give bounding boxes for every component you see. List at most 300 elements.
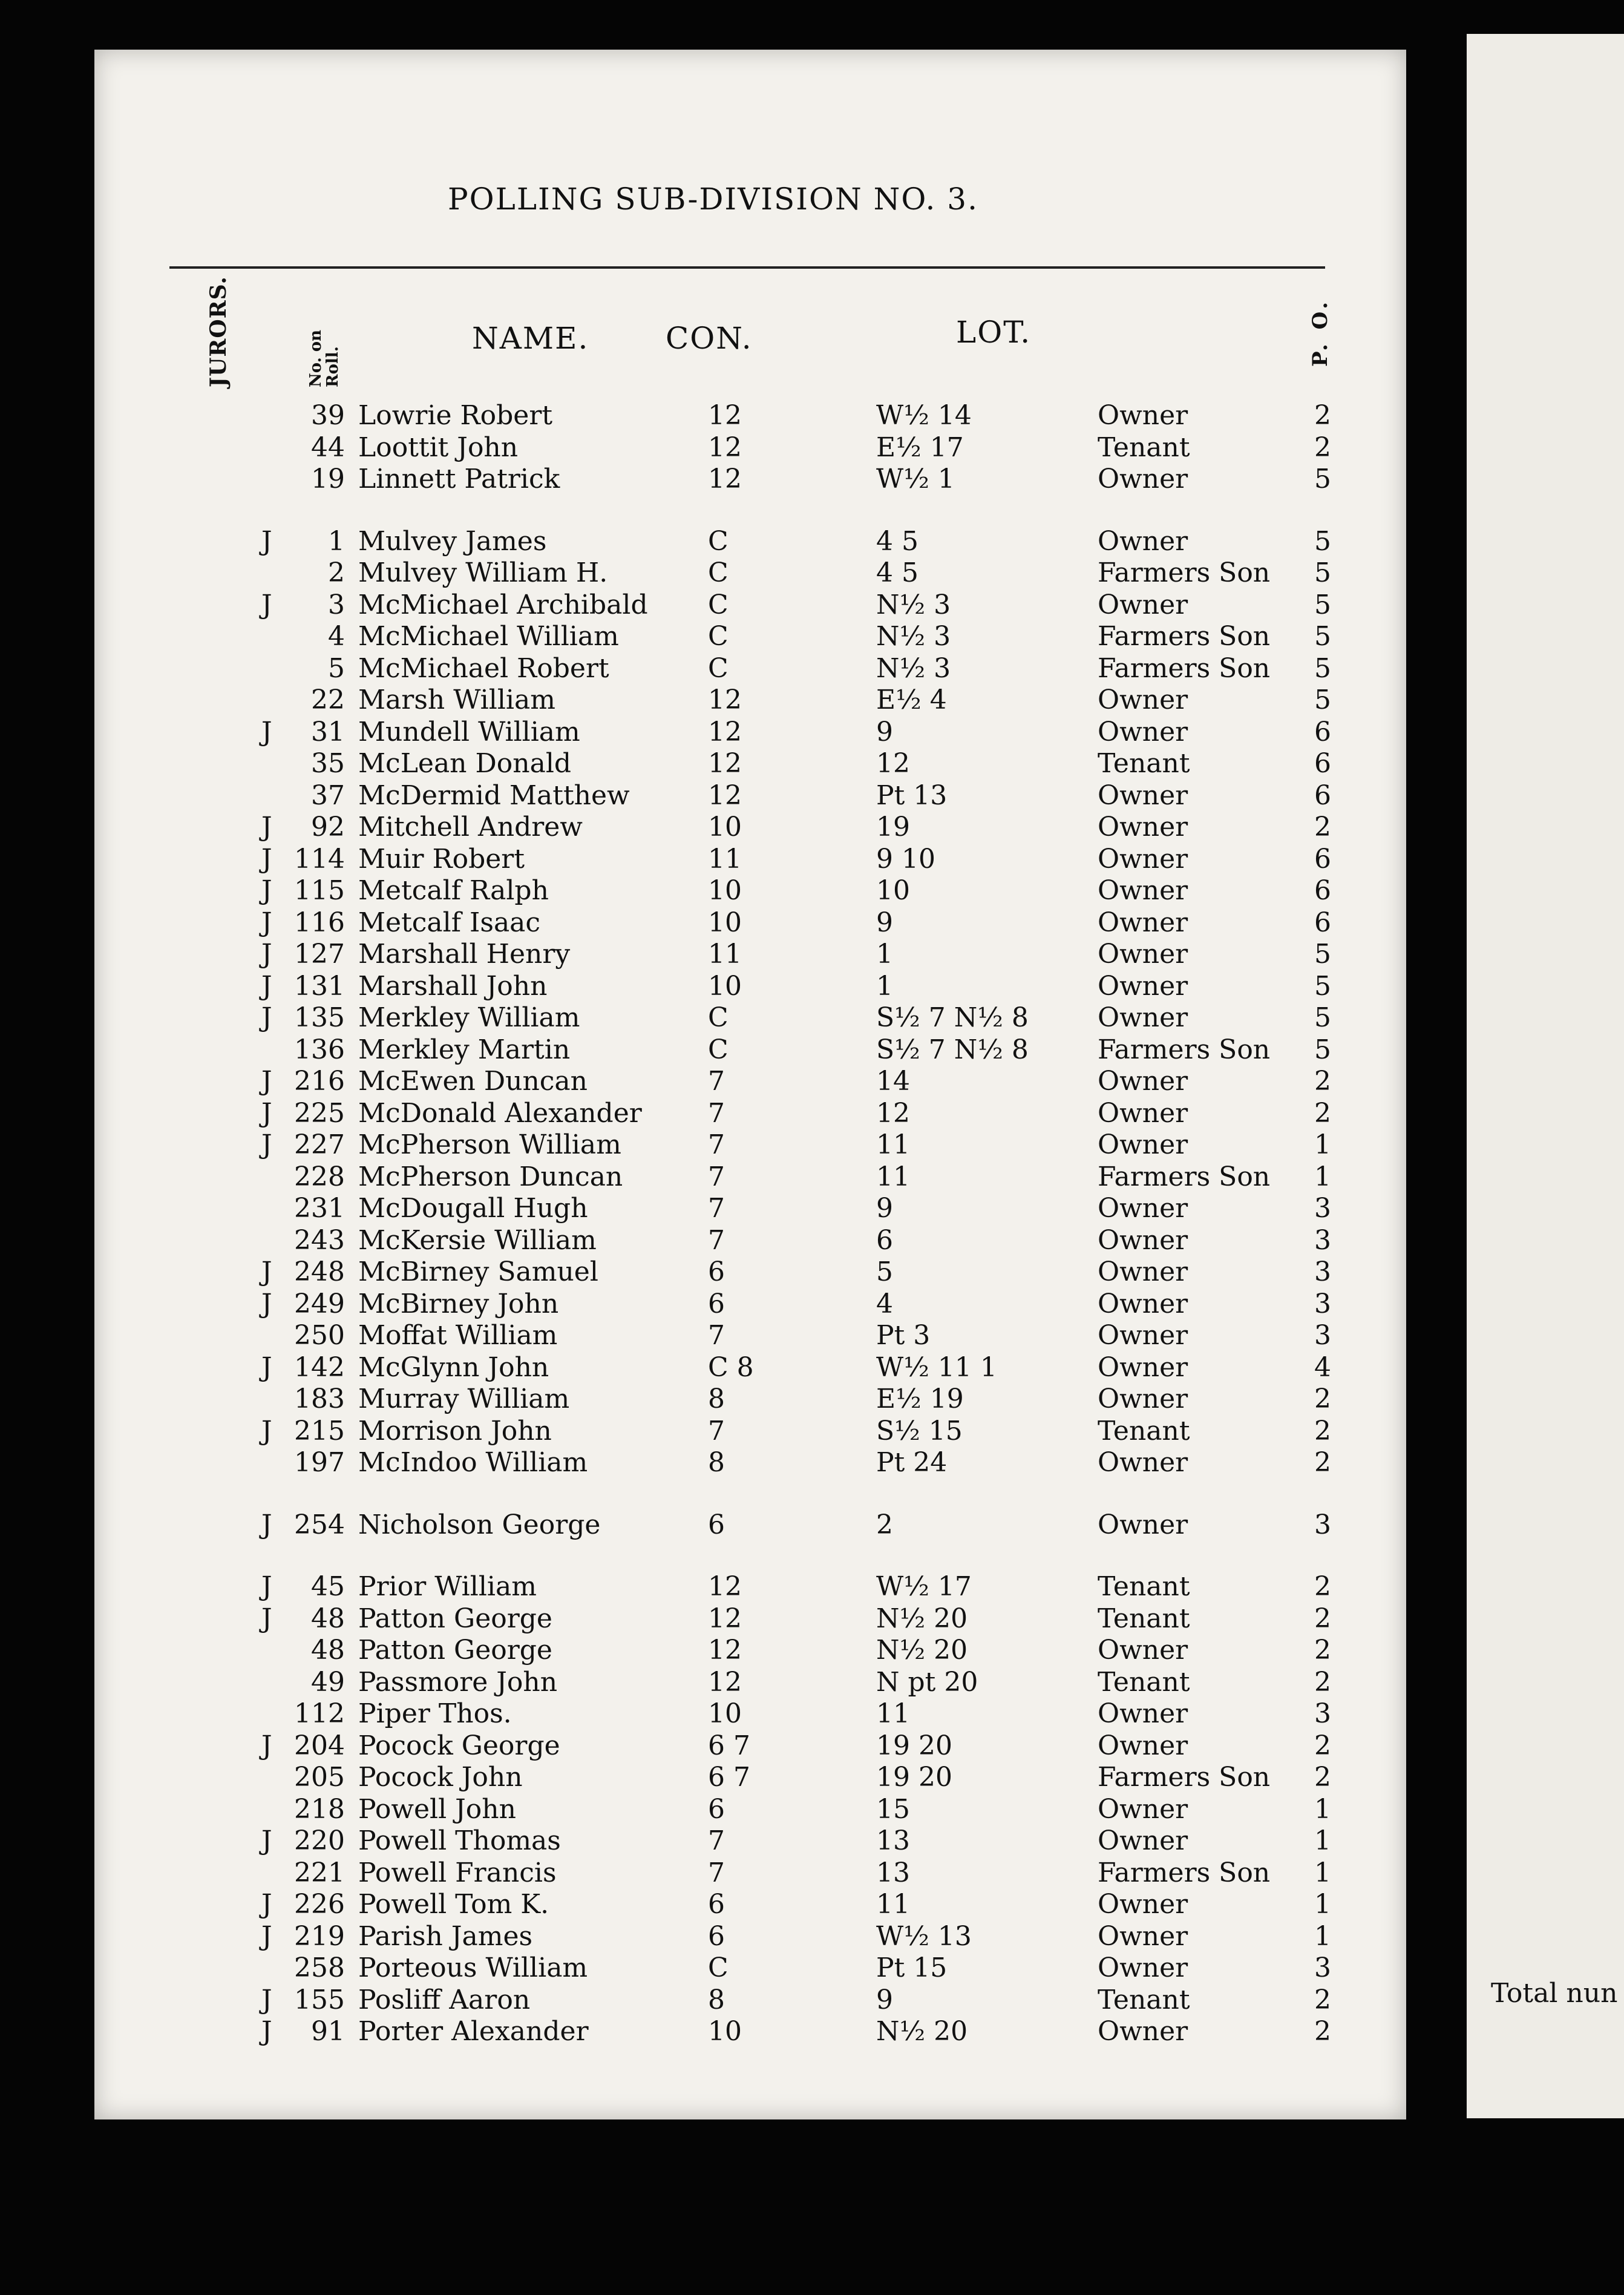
lot-number: 9 [876,1193,893,1224]
roll-number: 19 [311,464,345,494]
table-row [0,1321,1392,1351]
lot-number: Pt 15 [876,1952,948,1983]
voter-name: Powell Tom K. [358,1889,549,1920]
lot-number: S½ 7 N½ 8 [876,1034,1029,1065]
lot-number: E½ 17 [876,432,964,463]
post-office: 6 [1314,748,1331,779]
roll-number: 249 [294,1288,345,1319]
lot-number: W½ 14 [876,400,972,431]
table-row [0,749,1392,779]
column-header-name: NAME. [472,321,589,356]
voter-name: Muir Robert [358,843,525,875]
juror-mark: J [261,1129,272,1160]
post-office: 5 [1314,1034,1331,1065]
table-row [0,622,1392,652]
lot-number: 19 [876,812,910,842]
concession: 12 [708,1571,742,1602]
post-office: 3 [1314,1509,1331,1540]
voter-name: McDermid Matthew [358,780,630,811]
post-office: 2 [1314,812,1331,842]
voter-status: Owner [1098,1351,1188,1383]
juror-mark: J [261,716,272,747]
table-row [0,1098,1392,1129]
concession: 7 [708,1857,725,1888]
juror-mark: J [261,1256,272,1287]
voter-name: Prior William [358,1571,537,1602]
table-row [0,1635,1392,1666]
column-header-po: P. O. [1308,298,1332,367]
lot-number: N pt 20 [876,1666,978,1698]
concession: C [708,589,729,620]
voter-name: Porter Alexander [358,2016,589,2047]
juror-mark: J [261,1509,272,1540]
roll-number: 115 [294,875,345,906]
juror-mark: J [261,1571,272,1602]
post-office: 1 [1314,1857,1331,1888]
concession: 12 [708,1635,742,1666]
juror-mark: J [261,1889,272,1920]
lot-number: 1 [876,970,893,1002]
roll-number: 155 [294,1984,345,2015]
juror-mark: J [261,970,272,1002]
concession: 10 [708,1698,742,1729]
roll-number: 197 [294,1447,345,1478]
roll-number: 250 [294,1320,345,1351]
roll-number: 91 [311,2016,345,2047]
roll-number: 183 [294,1384,345,1414]
table-row [0,464,1392,494]
post-office: 1 [1314,1889,1331,1920]
concession: 12 [708,432,742,463]
roll-number: 248 [294,1256,345,1287]
table-row [0,1604,1392,1634]
lot-number: 11 [876,1889,910,1920]
adjacent-page-footer: Total nun [1491,1978,1618,2009]
concession: 10 [708,812,742,842]
voter-name: McIndoo William [358,1447,588,1478]
lot-number: 1 [876,939,893,970]
voter-status: Owner [1098,464,1188,494]
voter-status: Owner [1098,1793,1188,1825]
lot-number: 12 [876,748,910,779]
voter-status: Owner [1098,1920,1188,1952]
concession: 7 [708,1161,725,1192]
lot-number: 4 [876,1288,893,1319]
concession: 10 [708,875,742,906]
lot-number: 2 [876,1509,893,1540]
voter-name: Merkley Martin [358,1034,571,1065]
voter-name: Metcalf Ralph [358,875,549,906]
voter-name: Loottit John [358,432,519,463]
lot-number: W½ 13 [876,1920,972,1952]
concession: 7 [708,1825,725,1856]
voter-name: Pocock John [358,1762,523,1793]
juror-mark: J [261,1984,272,2015]
concession: 10 [708,907,742,938]
table-row [0,1226,1392,1256]
post-office: 3 [1314,1288,1331,1319]
post-office: 6 [1314,716,1331,747]
lot-number: 4 5 [876,557,918,588]
voter-status: Owner [1098,907,1188,938]
voter-name: Mulvey James [358,525,547,557]
concession: 7 [708,1193,725,1224]
table-row [0,401,1392,431]
voter-name: Linnett Patrick [358,464,560,494]
post-office: 6 [1314,875,1331,906]
concession: C [708,1002,729,1033]
concession: 8 [708,1984,725,2015]
column-header-jurors: JURORS. [206,276,231,387]
table-row [0,1890,1392,1920]
juror-mark: J [261,1351,272,1383]
post-office: 5 [1314,589,1331,620]
post-office: 3 [1314,1193,1331,1224]
roll-number: 35 [311,748,345,779]
post-office: 2 [1314,432,1331,463]
lot-number: 9 [876,716,893,747]
voter-status: Owner [1098,1730,1188,1761]
voter-name: McPherson Duncan [358,1161,623,1192]
table-row [0,1416,1392,1446]
roll-number: 31 [311,716,345,747]
lot-number: W½ 17 [876,1571,972,1602]
column-header-lot: LOT. [956,315,1032,350]
lot-number: Pt 3 [876,1320,931,1351]
concession: 6 7 [708,1762,750,1793]
concession: C [708,1952,729,1983]
concession: 12 [708,1603,742,1634]
post-office: 3 [1314,1256,1331,1287]
post-office: 5 [1314,939,1331,970]
roll-number: 142 [294,1351,345,1383]
voter-status: Farmers Son [1098,1034,1271,1065]
lot-number: 19 20 [876,1762,952,1793]
roll-number: 49 [311,1666,345,1698]
lot-number: N½ 3 [876,621,951,652]
post-office: 2 [1314,1666,1331,1698]
juror-mark: J [261,843,272,875]
concession: 6 [708,1509,725,1540]
juror-mark: J [261,2016,272,2047]
roll-number: 92 [311,812,345,842]
roll-number: 254 [294,1509,345,1540]
post-office: 5 [1314,685,1331,715]
voter-status: Owner [1098,685,1188,715]
post-office: 2 [1314,1447,1331,1478]
concession: 7 [708,1129,725,1160]
lot-number: Pt 24 [876,1447,948,1478]
table-row [0,908,1392,938]
roll-number: 227 [294,1129,345,1160]
voter-name: Powell Francis [358,1857,557,1888]
post-office: 2 [1314,1730,1331,1761]
concession: 6 7 [708,1730,750,1761]
voter-name: Powell John [358,1793,516,1825]
post-office: 5 [1314,1002,1331,1033]
post-office: 5 [1314,652,1331,684]
juror-mark: J [261,1066,272,1097]
voter-name: Marshall Henry [358,939,571,970]
table-row [0,876,1392,906]
voter-name: Murray William [358,1384,570,1414]
lot-number: 4 5 [876,525,918,557]
voter-status: Owner [1098,400,1188,431]
roll-number: 220 [294,1825,345,1856]
voter-name: Metcalf Isaac [358,907,541,938]
table-row [0,1731,1392,1761]
concession: C [708,621,729,652]
voter-status: Farmers Son [1098,652,1271,684]
lot-number: 14 [876,1066,910,1097]
table-row [0,433,1392,463]
voter-status: Owner [1098,1002,1188,1033]
concession: 8 [708,1384,725,1414]
voter-name: Porteous William [358,1952,588,1983]
table-row [0,1257,1392,1287]
post-office: 2 [1314,1066,1331,1097]
table-row [0,971,1392,1002]
roll-number: 226 [294,1889,345,1920]
voter-name: Pocock George [358,1730,560,1761]
voter-name: Moffat William [358,1320,558,1351]
lot-number: N½ 3 [876,589,951,620]
voter-status: Owner [1098,2016,1188,2047]
post-office: 1 [1314,1920,1331,1952]
lot-number: 5 [876,1256,893,1287]
post-office: 5 [1314,525,1331,557]
lot-number: S½ 7 N½ 8 [876,1002,1029,1033]
voter-status: Owner [1098,1193,1188,1224]
voter-name: Mundell William [358,716,580,747]
roll-number: 48 [311,1635,345,1666]
juror-mark: J [261,589,272,620]
voter-status: Farmers Son [1098,557,1271,588]
roll-number: 4 [328,621,345,652]
column-header-con: CON. [666,321,753,356]
lot-number: 13 [876,1857,910,1888]
concession: C [708,1034,729,1065]
post-office: 5 [1314,464,1331,494]
voter-status: Owner [1098,525,1188,557]
roll-number: 204 [294,1730,345,1761]
voter-status: Owner [1098,1698,1188,1729]
roll-number: 45 [311,1571,345,1602]
roll-number: 136 [294,1034,345,1065]
lot-number: W½ 11 1 [876,1351,997,1383]
lot-number: W½ 1 [876,464,955,494]
voter-status: Tenant [1098,748,1190,779]
voter-status: Owner [1098,1066,1188,1097]
concession: 12 [708,716,742,747]
voter-name: Mulvey William H. [358,557,608,588]
lot-number: 12 [876,1097,910,1129]
voter-status: Owner [1098,1825,1188,1856]
voter-status: Owner [1098,843,1188,875]
roll-number: 116 [294,907,345,938]
lot-number: E½ 19 [876,1384,964,1414]
voter-name: McDougall Hugh [358,1193,588,1224]
concession: 7 [708,1224,725,1256]
roll-number: 135 [294,1002,345,1033]
table-row [0,717,1392,747]
roll-number: 39 [311,400,345,431]
roll-number: 231 [294,1193,345,1224]
roll-number: 44 [311,432,345,463]
lot-number: 11 [876,1698,910,1729]
voter-status: Owner [1098,589,1188,620]
table-row [0,1858,1392,1888]
table-row [0,781,1392,811]
juror-mark: J [261,875,272,906]
juror-mark: J [261,812,272,842]
voter-name: McEwen Duncan [358,1066,588,1097]
juror-mark: J [261,939,272,970]
voter-status: Tenant [1098,432,1190,463]
voter-status: Farmers Son [1098,1161,1271,1192]
voter-status: Tenant [1098,1666,1190,1698]
table-row [0,1510,1392,1540]
voter-name: Powell Thomas [358,1825,561,1856]
roll-number: 5 [328,652,345,684]
voter-name: McBirney Samuel [358,1256,598,1287]
post-office: 2 [1314,1984,1331,2015]
voter-status: Owner [1098,1384,1188,1414]
lot-number: Pt 13 [876,780,948,811]
roll-number: 205 [294,1762,345,1793]
lot-number: N½ 20 [876,1603,968,1634]
lot-number: 19 20 [876,1730,952,1761]
juror-mark: J [261,1920,272,1952]
juror-mark: J [261,1002,272,1033]
voter-name: Morrison John [358,1415,552,1446]
voter-status: Owner [1098,939,1188,970]
voter-name: Patton George [358,1635,552,1666]
voter-status: Farmers Son [1098,1762,1271,1793]
table-row [0,1193,1392,1224]
voter-name: McDonald Alexander [358,1097,642,1129]
table-row [0,1762,1392,1793]
roll-number: 258 [294,1952,345,1983]
voter-name: Parish James [358,1920,533,1952]
voter-status: Owner [1098,1097,1188,1129]
voter-name: Passmore John [358,1666,558,1698]
concession: 6 [708,1920,725,1952]
voter-status: Owner [1098,1952,1188,1983]
roll-number: 114 [294,843,345,875]
table-row [0,1667,1392,1698]
table-row [0,654,1392,684]
lot-number: N½ 3 [876,652,951,684]
concession: 11 [708,939,742,970]
table-row [0,685,1392,715]
roll-number: 1 [328,525,345,557]
table-row [0,1826,1392,1856]
post-office: 2 [1314,1097,1331,1129]
lot-number: 9 [876,907,893,938]
voter-status: Owner [1098,1256,1188,1287]
voter-status: Owner [1098,1129,1188,1160]
voter-status: Owner [1098,716,1188,747]
voter-name: Merkley William [358,1002,580,1033]
voter-status: Tenant [1098,1984,1190,2015]
voter-status: Tenant [1098,1603,1190,1634]
voter-status: Tenant [1098,1415,1190,1446]
voter-name: McPherson William [358,1129,621,1160]
post-office: 3 [1314,1320,1331,1351]
juror-mark: J [261,525,272,557]
juror-mark: J [261,1097,272,1129]
roll-number: 225 [294,1097,345,1129]
post-office: 2 [1314,400,1331,431]
concession: 12 [708,780,742,811]
concession: 6 [708,1288,725,1319]
voter-status: Owner [1098,1224,1188,1256]
concession: 6 [708,1256,725,1287]
post-office: 5 [1314,970,1331,1002]
concession: 7 [708,1066,725,1097]
concession: 7 [708,1097,725,1129]
voter-status: Tenant [1098,1571,1190,1602]
post-office: 2 [1314,1603,1331,1634]
concession: 12 [708,685,742,715]
table-row [0,844,1392,875]
table-row [0,939,1392,970]
lot-number: N½ 20 [876,1635,968,1666]
lot-number: 11 [876,1129,910,1160]
voter-status: Owner [1098,1288,1188,1319]
concession: 11 [708,843,742,875]
voter-status: Owner [1098,812,1188,842]
table-row [0,1035,1392,1065]
juror-mark: J [261,1288,272,1319]
table-row [0,558,1392,588]
voter-name: Posliff Aaron [358,1984,531,2015]
post-office: 6 [1314,780,1331,811]
table-row [0,1794,1392,1825]
roll-number: 112 [294,1698,345,1729]
roll-number: 215 [294,1415,345,1446]
voter-name: McBirney John [358,1288,559,1319]
post-office: 5 [1314,557,1331,588]
table-row [0,1289,1392,1319]
voter-status: Owner [1098,875,1188,906]
table-row [0,1353,1392,1383]
table-row [0,1572,1392,1602]
juror-mark: J [261,1730,272,1761]
lot-number: 9 10 [876,843,935,875]
column-header-roll: No. on Roll. [307,330,342,387]
concession: C [708,525,729,557]
voter-status: Farmers Son [1098,621,1271,652]
table-row [0,1162,1392,1192]
juror-mark: J [261,1415,272,1446]
roll-number: 22 [311,685,345,715]
roll-number: 219 [294,1920,345,1952]
voter-status: Owner [1098,1320,1188,1351]
table-row [0,590,1392,620]
post-office: 3 [1314,1224,1331,1256]
table-row [0,1699,1392,1729]
table-row [0,1985,1392,2015]
table-row [0,2017,1392,2047]
post-office: 1 [1314,1793,1331,1825]
voter-status: Owner [1098,1447,1188,1478]
post-office: 2 [1314,1415,1331,1446]
concession: 12 [708,400,742,431]
concession: 6 [708,1793,725,1825]
concession: C [708,557,729,588]
